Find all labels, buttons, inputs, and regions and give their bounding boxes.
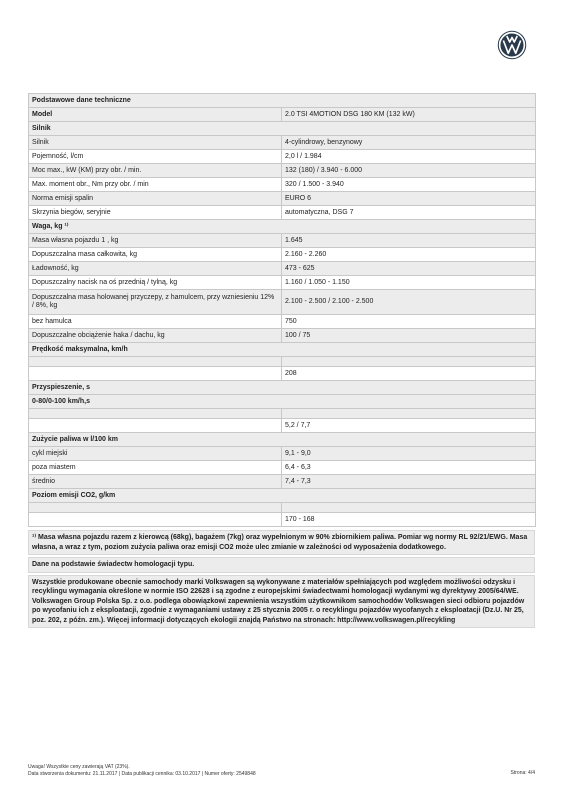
row-value: 2.160 - 2.260 [282, 248, 536, 262]
section-accel-title: Przyspieszenie, s [29, 381, 536, 395]
row-value: automatyczna, DSG 7 [282, 206, 536, 220]
section-speed-title: Prędkość maksymalna, km/h [29, 343, 536, 357]
table-row [29, 248, 536, 262]
note-homologation: Dane na podstawie świadectw homologacji typu. [28, 557, 535, 573]
row-label: Dopuszczalna masa holowanej przyczepy, z hamulcem, przy wzniesieniu 12% / 8%, kg [29, 290, 282, 315]
spec-sheet [28, 93, 535, 630]
model-value: 2.0 TSI 4MOTION DSG 180 KM (132 kW) [282, 108, 536, 122]
table-row [29, 290, 536, 315]
table-row [29, 206, 536, 220]
section-engine-title: Silnik [29, 122, 536, 136]
accel-sub-row [29, 395, 536, 409]
table-row [29, 475, 536, 489]
table-row [29, 276, 536, 290]
table-row [29, 136, 536, 150]
model-label: Model [29, 108, 282, 122]
row-value: 1.160 / 1.050 - 1.150 [282, 276, 536, 290]
accel-value: 5,2 / 7,7 [282, 419, 536, 433]
row-value: 9,1 - 9,0 [282, 447, 536, 461]
footer-vat-note: Uwaga! Wszystkie ceny zawierają VAT (23%). [28, 764, 130, 770]
table-title-row [29, 94, 536, 108]
footer-document-info: Data stworzenia dokumentu: 21.11.2017 | Data publikacji cennika: 03.10.2017 | Numer oferty: 2549848 [28, 770, 256, 777]
spacer-row [29, 357, 536, 367]
row-label: Dopuszczalna masa całkowita, kg [29, 248, 282, 262]
table-row [29, 192, 536, 206]
row-value: 132 (180) / 3.940 - 6.000 [282, 164, 536, 178]
spec-table [28, 93, 536, 527]
row-label: Masa własna pojazdu 1 , kg [29, 234, 282, 248]
section-co2 [29, 489, 536, 503]
table-row [29, 419, 536, 433]
row-label: Ładowność, kg [29, 262, 282, 276]
spacer-row [29, 503, 536, 513]
row-value: 2,0 l / 1.984 [282, 150, 536, 164]
section-fuel [29, 433, 536, 447]
section-co2-title: Poziom emisji CO2, g/km [29, 489, 536, 503]
spacer-row [29, 409, 536, 419]
row-value: 6,4 - 6,3 [282, 461, 536, 475]
row-value: 1.645 [282, 234, 536, 248]
table-row [29, 367, 536, 381]
table-row [29, 329, 536, 343]
section-weight-title: Waga, kg ¹⁾ [29, 220, 536, 234]
row-value: 4-cylindrowy, benzynowy [282, 136, 536, 150]
row-value: EURO 6 [282, 192, 536, 206]
note-footnote: ¹⁾ Masa własna pojazdu razem z kierowcą (68kg), bagażem (7kg) oraz wypełnionym w 90% zbiornikiem paliwa. Pomiar wg normy RL 92/21/EWG. Masa własna, a wraz z tym, poziom zużycia paliwa oraz emisji CO2 może ulec zmianie w zależności od wyposażenia dodatkowego. [28, 530, 535, 555]
row-label: Skrzynia biegów, seryjnie [29, 206, 282, 220]
model-row [29, 108, 536, 122]
accel-sub-label: 0-80/0-100 km/h,s [29, 395, 536, 409]
row-label: bez hamulca [29, 315, 282, 329]
row-label: Dopuszczalne obciążenie haka / dachu, kg [29, 329, 282, 343]
section-accel [29, 381, 536, 395]
table-row [29, 315, 536, 329]
row-label: Dopuszczalny nacisk na oś przednią / tylną, kg [29, 276, 282, 290]
row-value: 100 / 75 [282, 329, 536, 343]
row-label: poza miastem [29, 461, 282, 475]
note-recycling: Wszystkie produkowane obecnie samochody marki Volkswagen są wykonywane z materiałów spełniających pod względem możliwości odzysku i recyklingu wymagania określone w normie ISO 22628 i są zgodne z europejskimi świadectwami homologacji wydanymi wg dyrektywy 2005/64/WE. Volkswagen Group Polska Sp. z o.o. podlega obowiązkowi zapewnienia wszystkim użytkownikom samochodów Volkswagen sieci odbioru pojazdów po wycofaniu ich z eksploatacji, zgodnie z wymaganiami ustawy z 25 stycznia 2005 r. o recyklingu pojazdów wycofanych z eksploatacji (Dz.U. Nr 25, poz. 202, z późn. zm.). Więcej informacji dotyczących ekologii znajdą Państwo na stronach: http://www.volkswagen.pl/recykling [28, 575, 535, 629]
table-row [29, 513, 536, 527]
row-value: 2.100 - 2.500 / 2.100 - 2.500 [282, 290, 536, 315]
section-engine [29, 122, 536, 136]
row-value: 320 / 1.500 - 3.940 [282, 178, 536, 192]
table-row [29, 234, 536, 248]
table-row [29, 447, 536, 461]
table-row [29, 150, 536, 164]
row-label: Pojemność, l/cm [29, 150, 282, 164]
speed-value: 208 [282, 367, 536, 381]
row-label: średnio [29, 475, 282, 489]
row-label: Silnik [29, 136, 282, 150]
row-label: Max. moment obr., Nm przy obr. / min [29, 178, 282, 192]
section-fuel-title: Zużycie paliwa w l/100 km [29, 433, 536, 447]
row-label: Norma emisji spalin [29, 192, 282, 206]
notes-section [28, 530, 535, 628]
table-title: Podstawowe dane techniczne [29, 94, 536, 108]
section-weight [29, 220, 536, 234]
row-value: 7,4 - 7,3 [282, 475, 536, 489]
table-row [29, 461, 536, 475]
volkswagen-logo-icon [497, 30, 527, 60]
row-value: 750 [282, 315, 536, 329]
page-footer [28, 764, 535, 777]
co2-value: 170 - 168 [282, 513, 536, 527]
table-row [29, 178, 536, 192]
row-value: 473 - 625 [282, 262, 536, 276]
row-label: Moc max., kW (KM) przy obr. / min. [29, 164, 282, 178]
row-label: cykl miejski [29, 447, 282, 461]
table-row [29, 164, 536, 178]
table-row [29, 262, 536, 276]
section-speed [29, 343, 536, 357]
page-number: Strona: 4/4 [510, 770, 535, 776]
